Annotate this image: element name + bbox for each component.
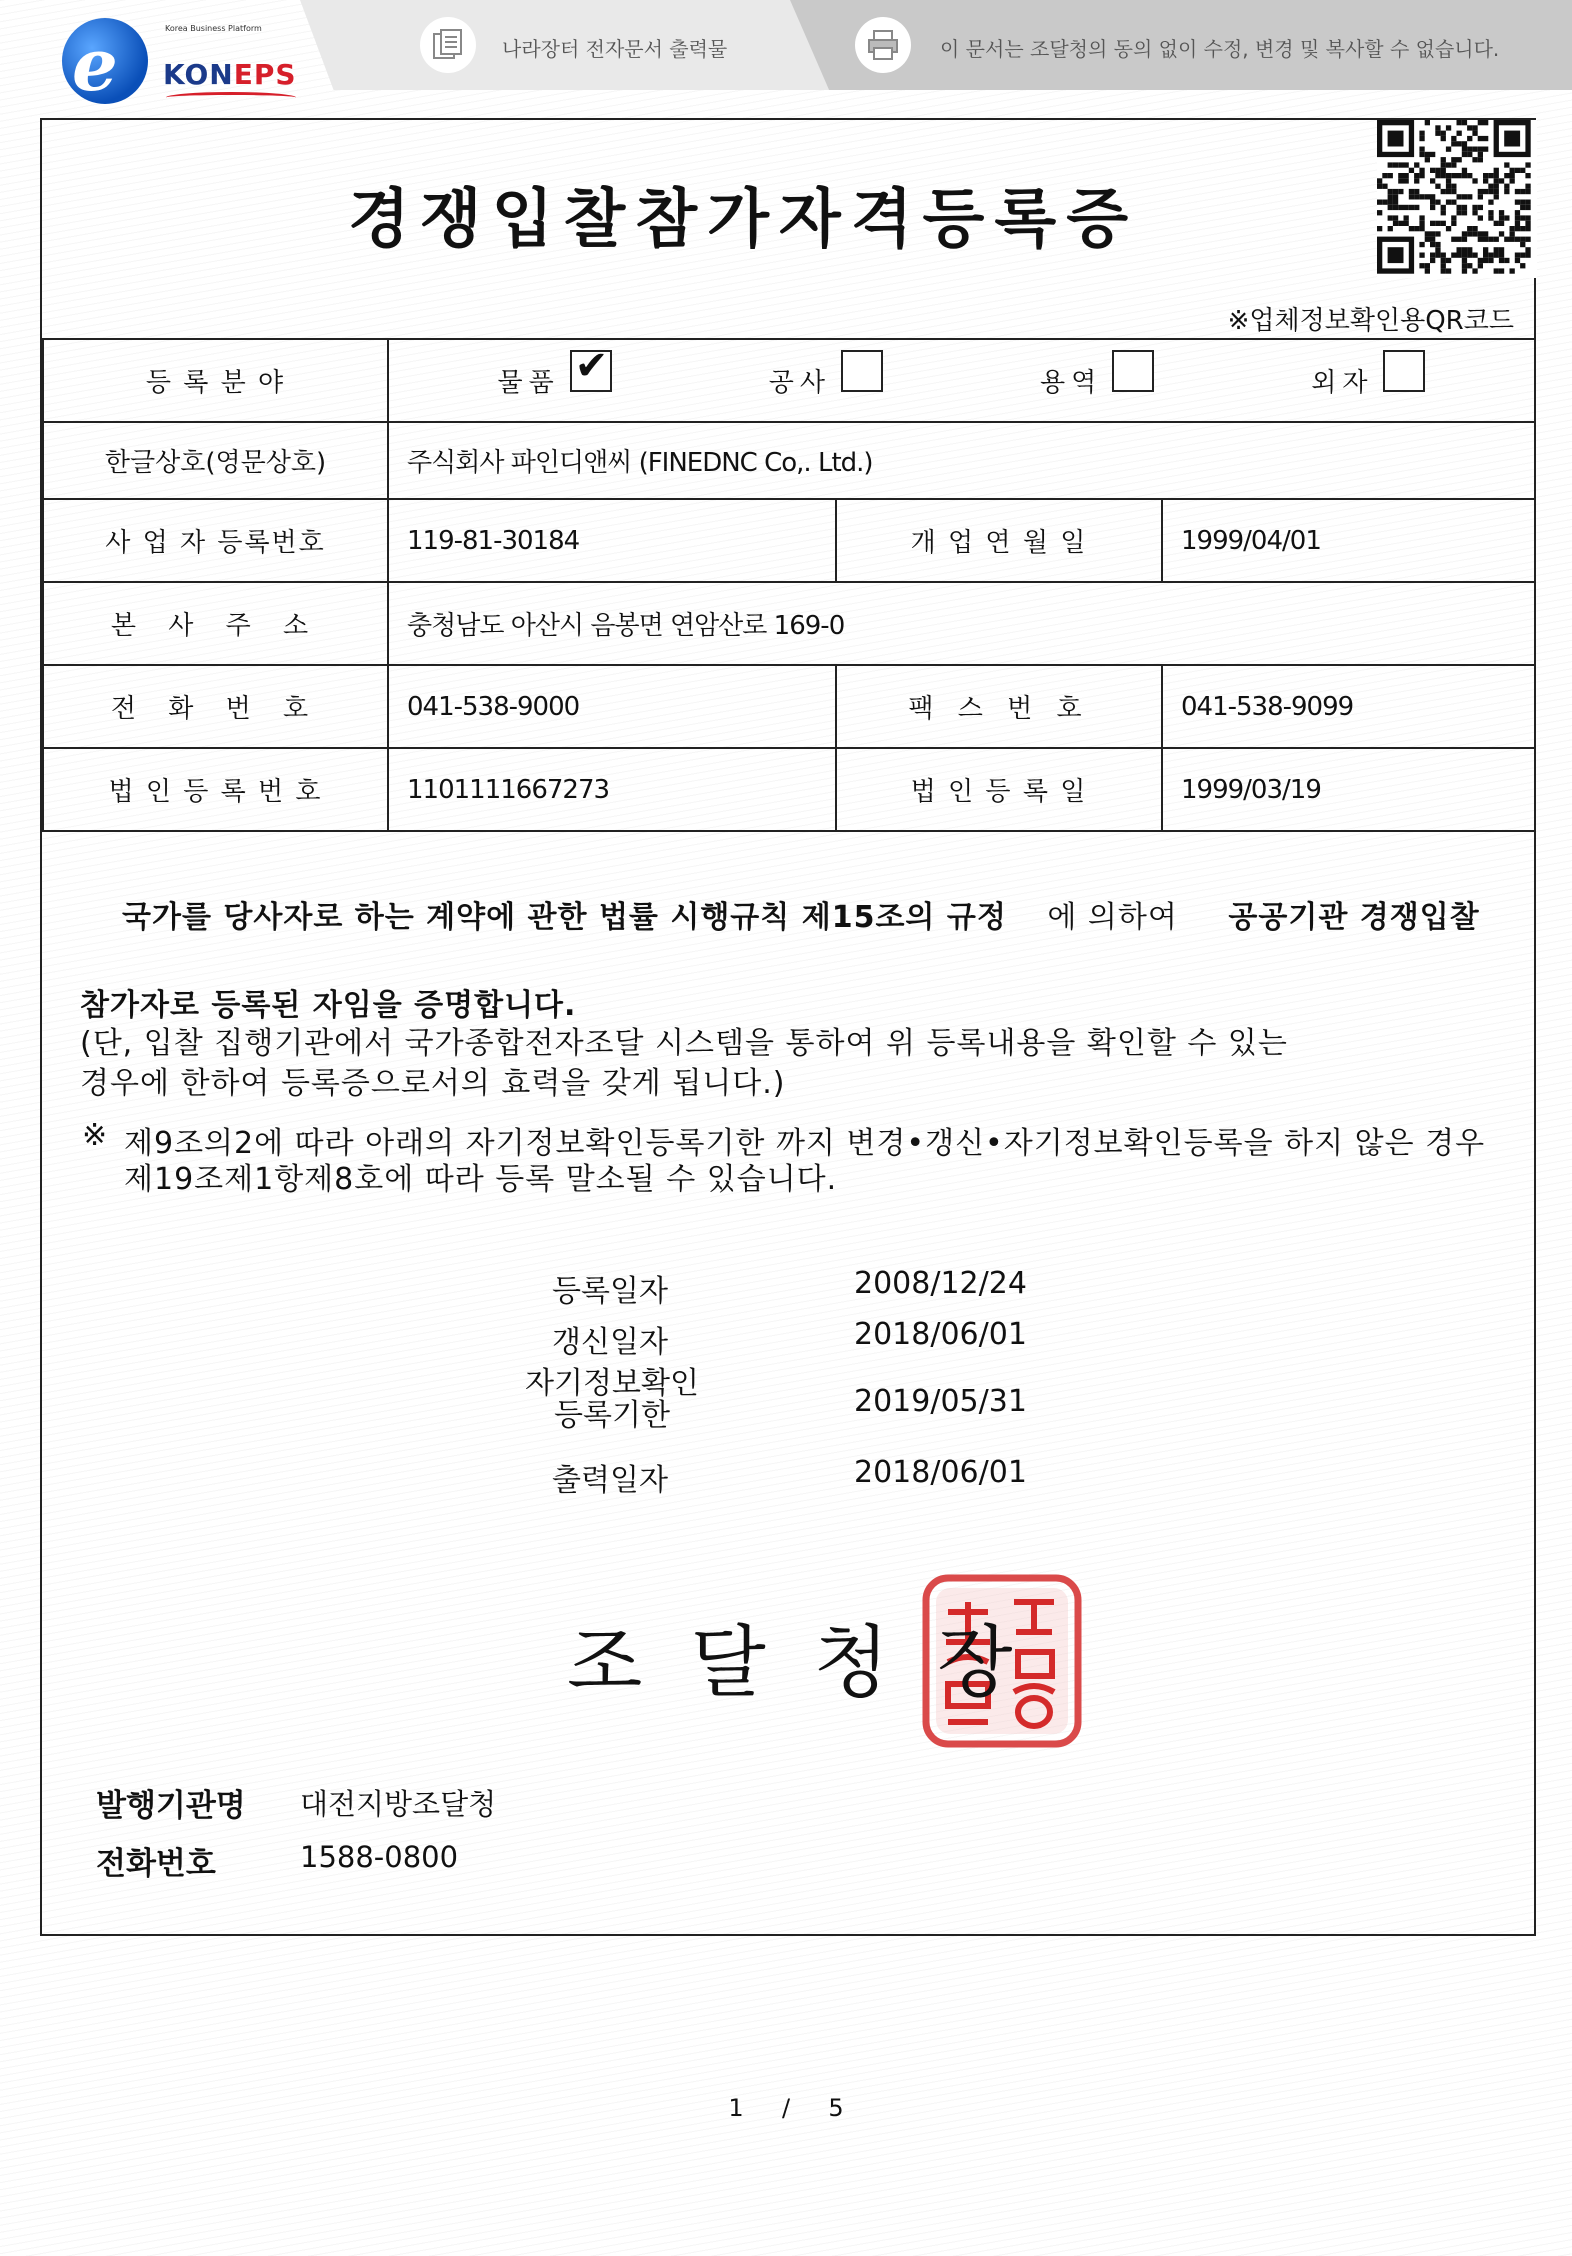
phone-value: 041-538-9000 [388, 665, 836, 748]
field-label: 등 록 분 야 [43, 339, 388, 422]
company-row [43, 422, 1535, 499]
page-current: 1 [728, 2094, 746, 2122]
cert-line-1: 국가를 당사자로 하는 계약에 관한 법률 시행규칙 제15조의 규정 에 의하여 공공기관 경쟁입찰 [122, 900, 1480, 935]
issuer-phone-label: 전화번호 [96, 1846, 216, 1882]
document-icon [420, 17, 476, 73]
phone-label: 전 화 번 호 [43, 665, 388, 748]
date-label-renewed: 갱신일자 [552, 1325, 668, 1360]
fax-value: 041-538-9099 [1162, 665, 1535, 748]
company-value: 주식회사 파인디앤씨 (FINEDNC Co,. Ltd.) [388, 422, 1535, 499]
corpno-value: 1101111667273 [388, 748, 836, 831]
services-checkbox[interactable] [1112, 350, 1154, 392]
address-value: 충청남도 아산시 음봉면 연암산로 169-0 [388, 582, 1535, 665]
registration-table [42, 338, 1536, 832]
date-label-printed: 출력일자 [552, 1463, 668, 1498]
note-line-1: 제9조의2에 따라 아래의 자기정보확인등록기한 까지 변경•갱신•자기정보확인등록을 하지 않은 경우 [124, 1126, 1486, 1161]
date-label-selfcheck: 자기정보확인 등록기한 [525, 1366, 699, 1433]
field-row [43, 339, 1535, 422]
header-bar [0, 0, 1572, 107]
koneps-logo: e Korea Business Platform KONEPS [62, 18, 292, 108]
copy-warning: 이 문서는 조달청의 동의 없이 수정, 변경 및 복사할 수 없습니다. [940, 37, 1500, 61]
printer-icon [855, 17, 911, 73]
field-option-foreign[interactable]: 외자 [1311, 360, 1425, 402]
certificate-frame [40, 118, 1536, 1936]
cert-line-3: (단, 입찰 집행기관에서 국가종합전자조달 시스템을 통하여 위 등록내용을 확인할 수 있는 [80, 1026, 1288, 1061]
qr-code[interactable] [1377, 120, 1537, 278]
corpdate-label: 법 인 등 록 일 [836, 748, 1162, 831]
bizno-label: 사 업 자 등록번호 [43, 499, 388, 582]
page-separator: / [781, 2094, 793, 2122]
bizno-row [43, 499, 1535, 582]
corpdate-value: 1999/03/19 [1162, 748, 1535, 831]
address-row [43, 582, 1535, 665]
address-label: 본 사 주 소 [43, 582, 388, 665]
field-options [388, 339, 1535, 422]
field-option-goods[interactable]: 물품 ✔ [497, 342, 615, 398]
date-value-registered: 2008/12/24 [854, 1266, 1027, 1301]
issuing-office-label: 발행기관명 [96, 1788, 246, 1824]
page-indicator [712, 2094, 862, 2122]
opendate-label: 개 업 연 월 일 [836, 499, 1162, 582]
check-mark-icon: ✔ [574, 342, 615, 389]
print-notice: 나라장터 전자문서 출력물 [502, 37, 728, 61]
cert-line-4: 경우에 한하여 등록증으로서의 효력을 갖게 됩니다.) [80, 1066, 786, 1101]
date-value-printed: 2018/06/01 [854, 1455, 1027, 1490]
company-label: 한글상호(영문상호) [43, 422, 388, 499]
opendate-value: 1999/04/01 [1162, 499, 1535, 582]
goods-checkbox[interactable] [570, 342, 615, 392]
logo-name: KONEPS [163, 58, 297, 91]
page-total: 5 [828, 2094, 846, 2122]
note-mark: ※ [82, 1118, 109, 1153]
issuer-org-name: 조달청장 [567, 1618, 1061, 1708]
foreign-checkbox[interactable] [1383, 350, 1425, 392]
bizno-value: 119-81-30184 [388, 499, 836, 582]
note-line-2: 제19조제1항제8호에 따라 등록 말소될 수 있습니다. [124, 1162, 838, 1197]
date-value-selfcheck: 2019/05/31 [854, 1384, 1027, 1419]
field-option-construction[interactable]: 공사 [769, 360, 883, 402]
document-title: 경쟁입찰참가자격등록증 [347, 183, 1139, 257]
qr-caption: ※업체정보확인용QR코드 [1227, 306, 1514, 336]
logo-tagline: Korea Business Platform [165, 24, 262, 33]
phone-row [43, 665, 1535, 748]
date-value-renewed: 2018/06/01 [854, 1317, 1027, 1352]
corpno-label: 법 인 등 록 번 호 [43, 748, 388, 831]
issuing-office-value: 대전지방조달청 [300, 1787, 497, 1821]
field-option-services[interactable]: 용역 [1040, 360, 1154, 402]
construction-checkbox[interactable] [841, 350, 883, 392]
cert-line-2: 참가자로 등록된 자임을 증명합니다. [80, 988, 577, 1023]
issuer-phone-value: 1588-0800 [300, 1840, 459, 1874]
fax-label: 팩 스 번 호 [836, 665, 1162, 748]
corpno-row [43, 748, 1535, 831]
date-label-registered: 등록일자 [552, 1274, 668, 1309]
